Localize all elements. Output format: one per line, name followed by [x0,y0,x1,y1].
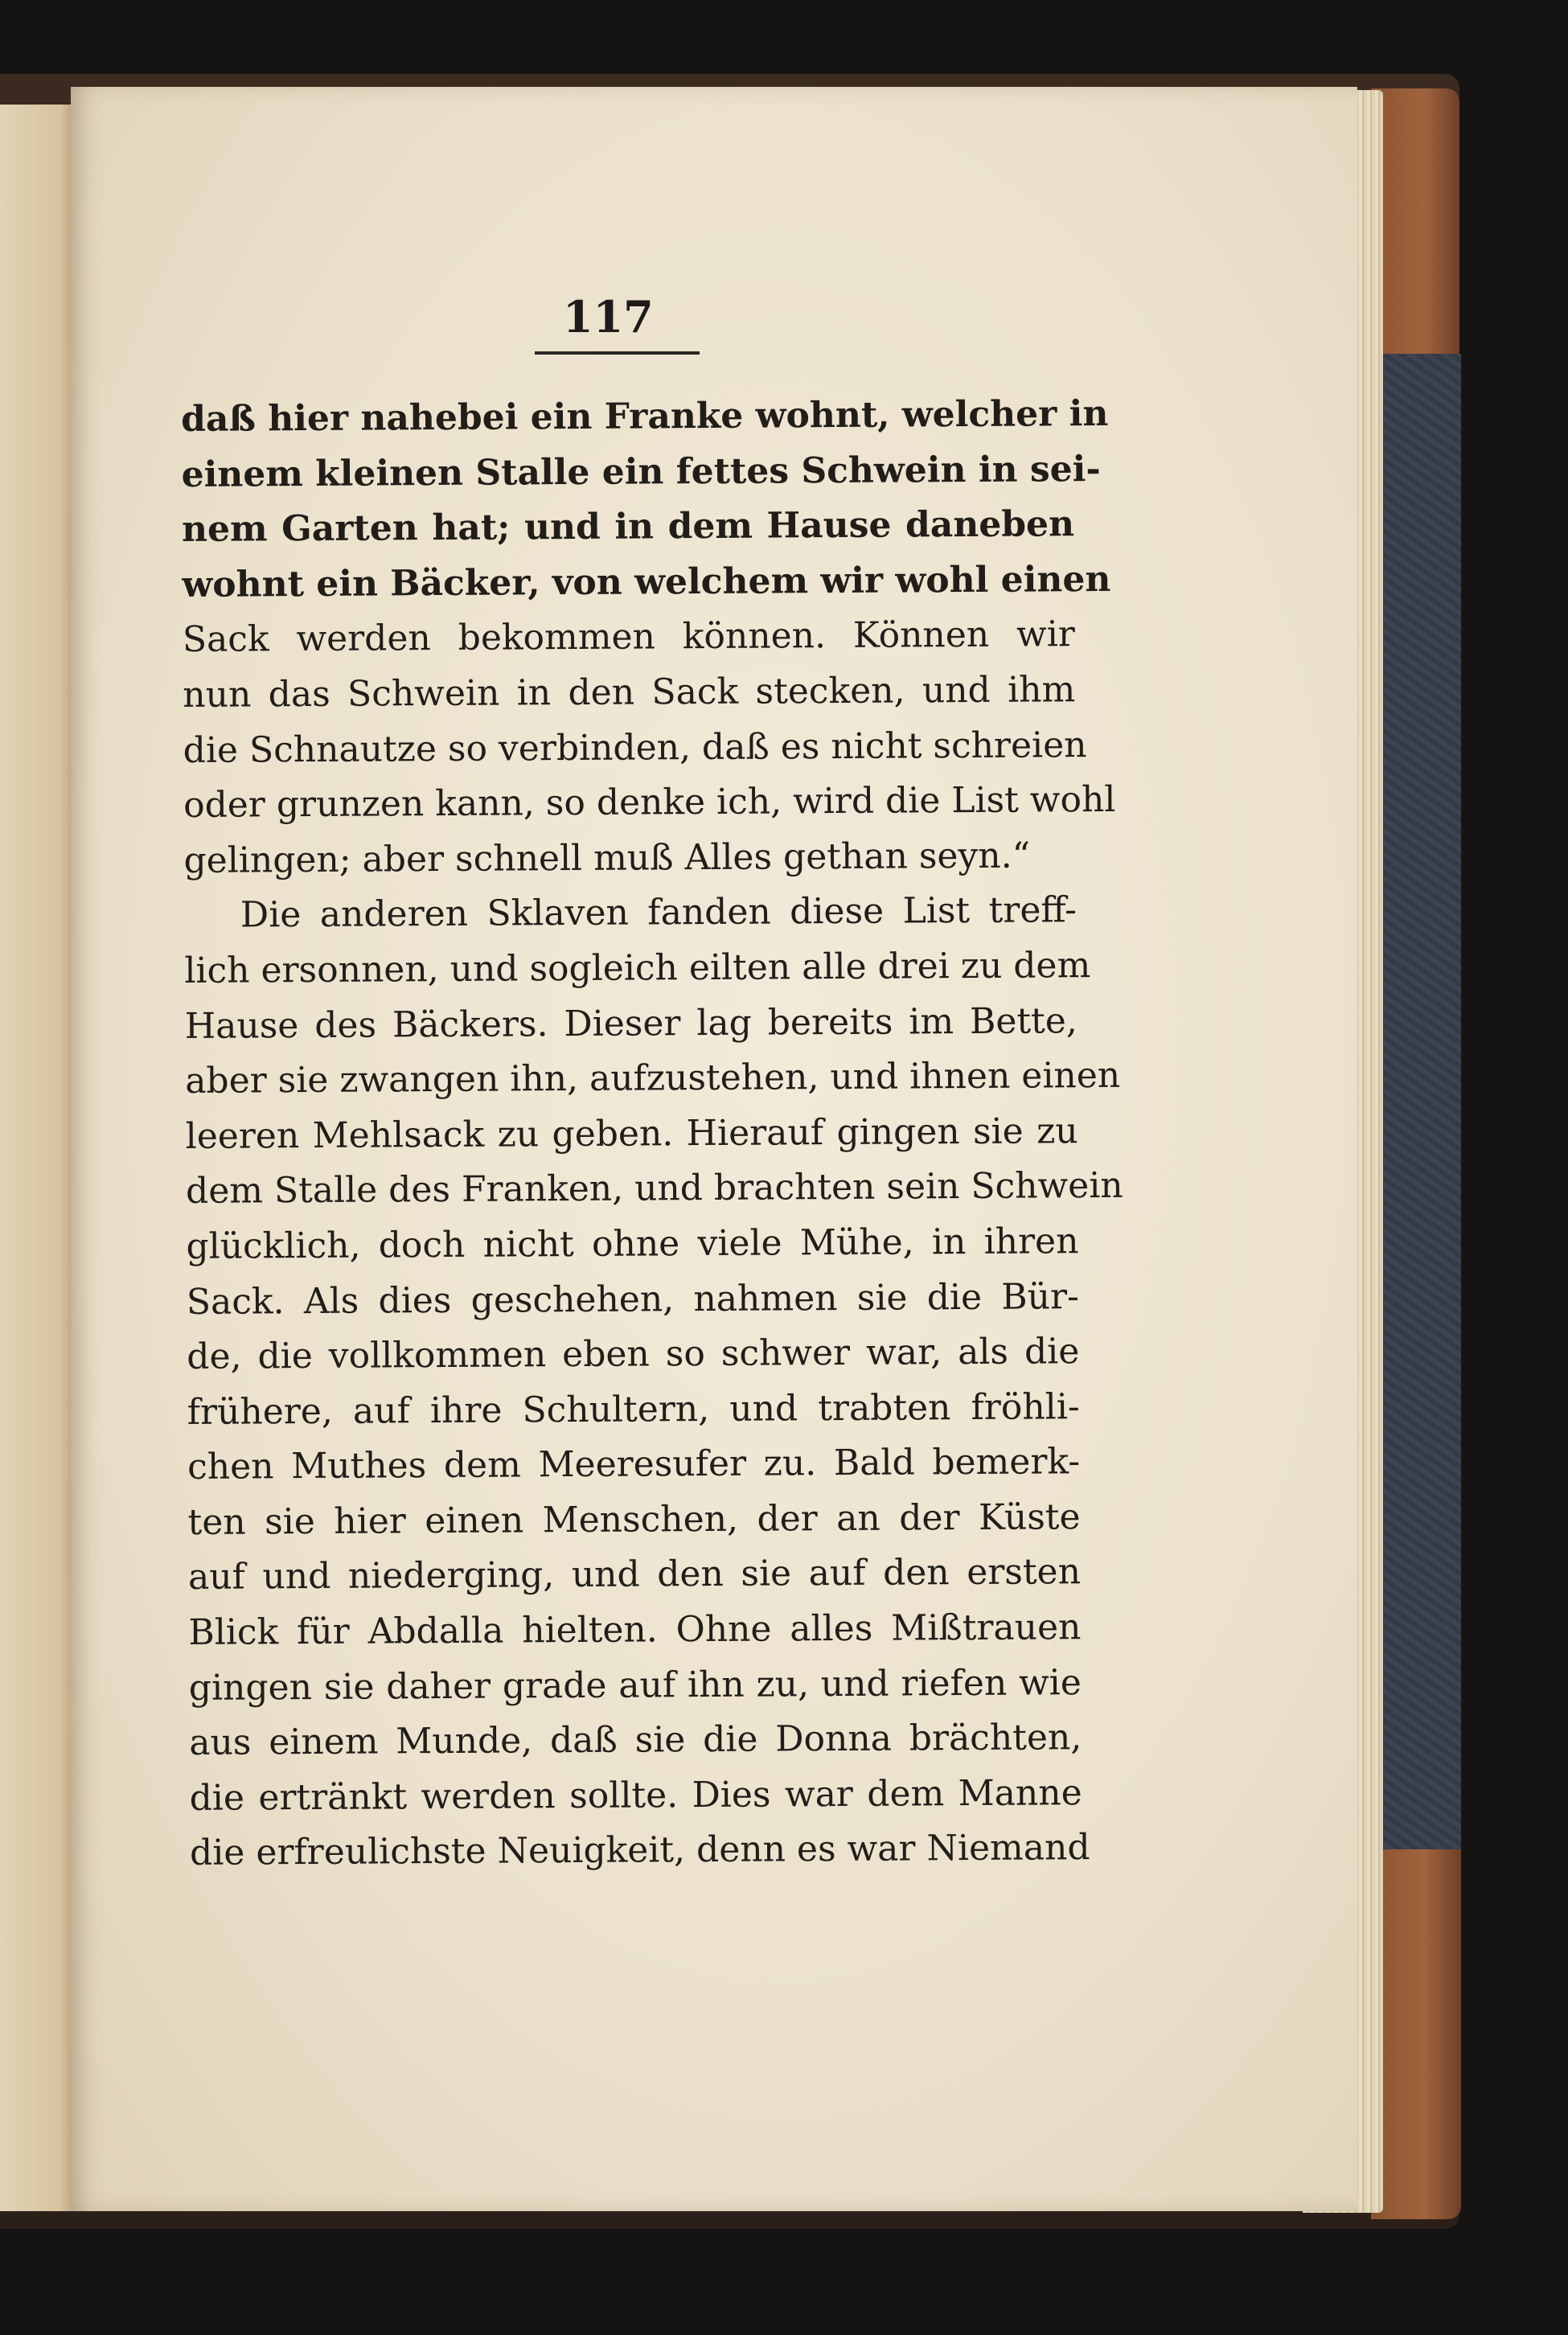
text-line: daß hier nahebei ein Franke wohnt, welcher in [181,392,1109,440]
cloth-cover-panel [1377,354,1461,1865]
text-line: gingen sie daher grade auf ihn zu, und riefen wie [188,1661,1082,1709]
text-line: Sack werden bekommen können. Können wir [182,614,1076,661]
text-line: Hause des Bäckers. Dieser lag bereits im Bette, [184,999,1077,1047]
text-line: einem kleinen Stalle ein fettes Schwein in sei- [181,448,1101,495]
text-line: aus einem Munde, daß sie die Donna brächten, [189,1717,1082,1764]
text-line: dem Stalle des Franken, und brachten sein Schwein [185,1165,1123,1213]
text-line: oder grunzen kann, so denke ich, wird die List wohl [183,779,1116,827]
text-line: die erfreulichste Neuigkeit, denn es war Niemand [189,1827,1090,1874]
body-text [181,387,1123,1882]
text-line: nun das Schwein in den Sack stecken, und ihm [183,669,1076,716]
left-page-edge [0,105,77,2211]
text-line: Sack. Als dies geschehen, nahmen sie die Bür- [186,1275,1080,1323]
text-line: wohnt ein Bäcker, von welchem wir wohl einen [182,558,1111,605]
text-line: auf und niederging, und den sie auf den ersten [187,1551,1082,1598]
text-line: glücklich, doch nicht ohne viele Mühe, in ihren [186,1221,1079,1267]
text-line: nem Garten hat; und in dem Hause daneben [181,503,1075,551]
text-line: Blick für Abdalla hielten. Ohne alles Mißtrauen [188,1607,1082,1654]
text-line: de, die vollkommen eben so schwer war, als die [187,1331,1080,1378]
text-line: gelingen; aber schnell muß Alles gethan seyn.“ [183,835,1031,881]
page-number: 117 [563,291,654,343]
text-line: die ertränkt werden sollte. Dies war dem Manne [189,1772,1082,1819]
page-number-rule [535,351,700,355]
text-line: Die anderen Sklaven fanden diese List treff- [240,889,1077,936]
text-line: chen Muthes dem Meeresufer zu. Bald bemerk- [187,1441,1081,1488]
leather-corner-bottom [1371,1849,1461,2219]
text-line: leeren Mehlsack zu geben. Hierauf gingen sie zu [185,1110,1078,1157]
text-line: lich ersonnen, und sogleich eilten alle drei zu dem [184,945,1091,991]
text-line: ten sie hier einen Menschen, der an der Küste [187,1496,1081,1543]
leather-corner-top [1371,88,1459,362]
text-line: frühere, auf ihre Schultern, und trabten fröhli- [187,1385,1080,1433]
text-line: aber sie zwangen ihn, aufzustehen, und ihnen einen [185,1055,1121,1102]
text-line: die Schnautze so verbinden, daß es nicht schreien [183,724,1087,771]
